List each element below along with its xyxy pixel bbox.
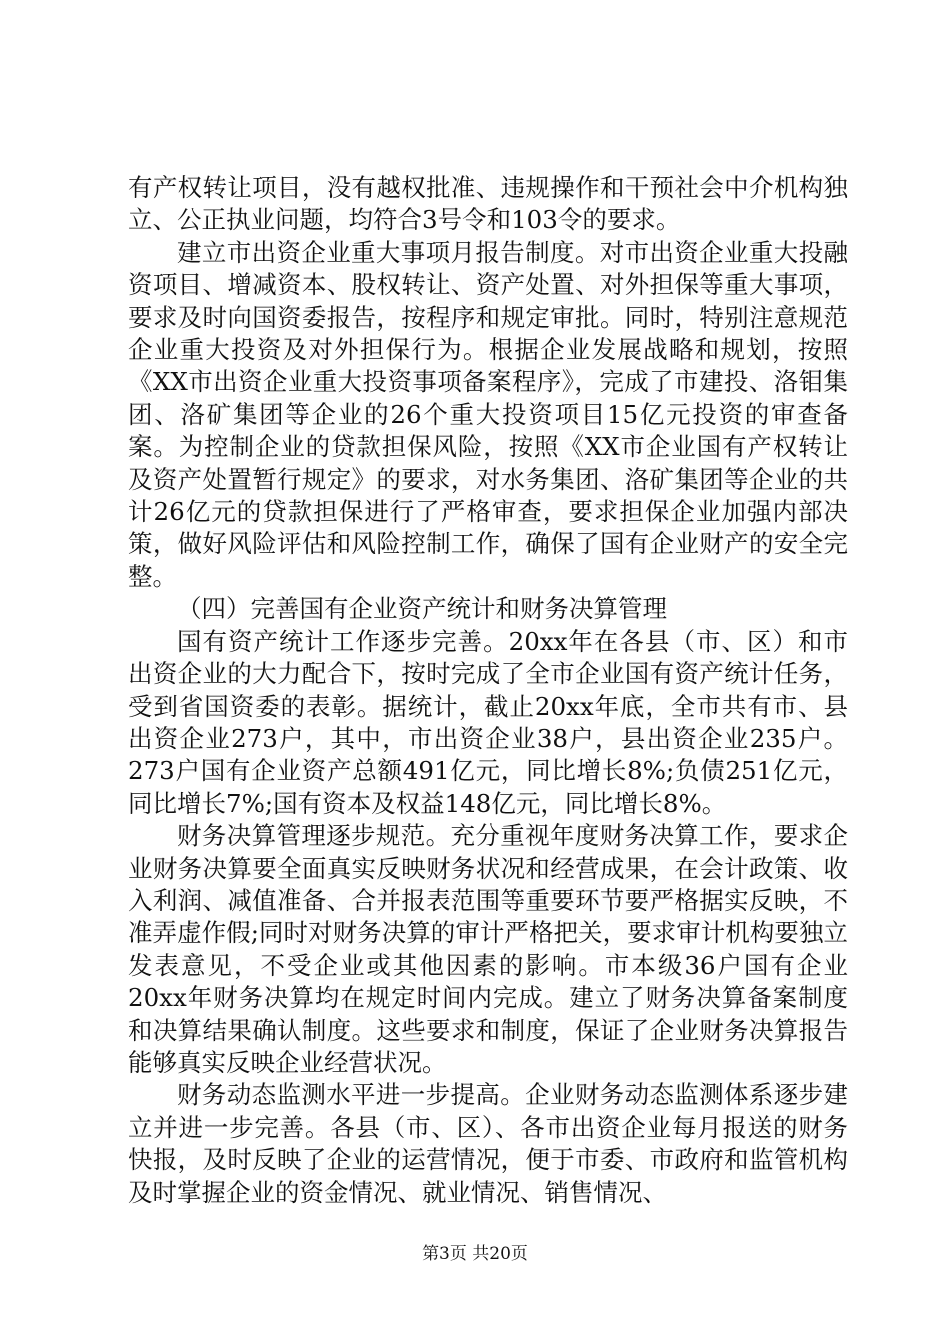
paragraph-major-matters: 建立市出资企业重大事项月报告制度。对市出资企业重大投融资项目、增减资本、股权转让、资产处置、对外担保等重大事项，要求及时向国资委报告，按程序和规定审批。同时，特别注意规范企业重大投资及对外担保行为。根据企业发展战略和规划，按照《XX市出资企业重大投资事项备案程序》，完成了市建投、洛钼集团、洛矿集团等企业的26个重大投资项目15亿元投资的审查备案。为控制企业的贷款担保风险，按照《XX市企业国有产权转让及资产处置暂行规定》的要求，对水务集团、洛矿集团等企业的共计26亿元的贷款担保进行了严格审查，要求担保企业加强内部决策，做好风险评估和风险控制工作，确保了国有企业财产的安全完整。 bbox=[128, 237, 848, 591]
body-text bbox=[128, 172, 848, 1209]
section-heading: （四）完善国有企业资产统计和财务决算管理 bbox=[177, 594, 667, 624]
paragraph-asset-statistics: 国有资产统计工作逐步完善。20xx年在各县（市、区）和市出资企业的大力配合下，按时完成了全市企业国有资产统计任务，受到省国资委的表彰。据统计，截止20xx年底，全市共有市、县出资企业273户，其中，市出资企业38户，县出资企业235户。273户国有企业资产总额491亿元，同比增长8%;负债251亿元，同比增长7%;国有资本及权益148亿元，同比增长8%。 bbox=[128, 626, 848, 818]
paragraph-financial-accounts: 财务决算管理逐步规范。充分重视年度财务决算工作，要求企业财务决算要全面真实反映财务状况和经营成果，在会计政策、收入利润、减值准备、合并报表范围等重要环节要严格据实反映，不准弄虚作假;同时对财务决算的审计严格把关，要求审计机构要独立发表意见，不受企业或其他因素的影响。市本级36户国有企业20xx年财务决算均在规定时间内完成。建立了财务决算备案制度和决算结果确认制度。这些要求和制度，保证了企业财务决算报告能够真实反映企业经营状况。 bbox=[128, 821, 848, 1077]
paragraph-financial-monitoring: 财务动态监测水平进一步提高。企业财务动态监测体系逐步建立并进一步完善。各县（市、区）、各市出资企业每月报送的财务快报，及时反映了企业的运营情况，便于市委、市政府和监管机构及时掌握企业的资金情况、就业情况、销售情况、 bbox=[128, 1080, 848, 1207]
paragraph-continuation: 有产权转让项目，没有越权批准、违规操作和干预社会中介机构独立、公正执业问题，均符合3号令和103令的要求。 bbox=[128, 173, 848, 235]
page-number: 第3页 共20页 bbox=[422, 1244, 528, 1264]
